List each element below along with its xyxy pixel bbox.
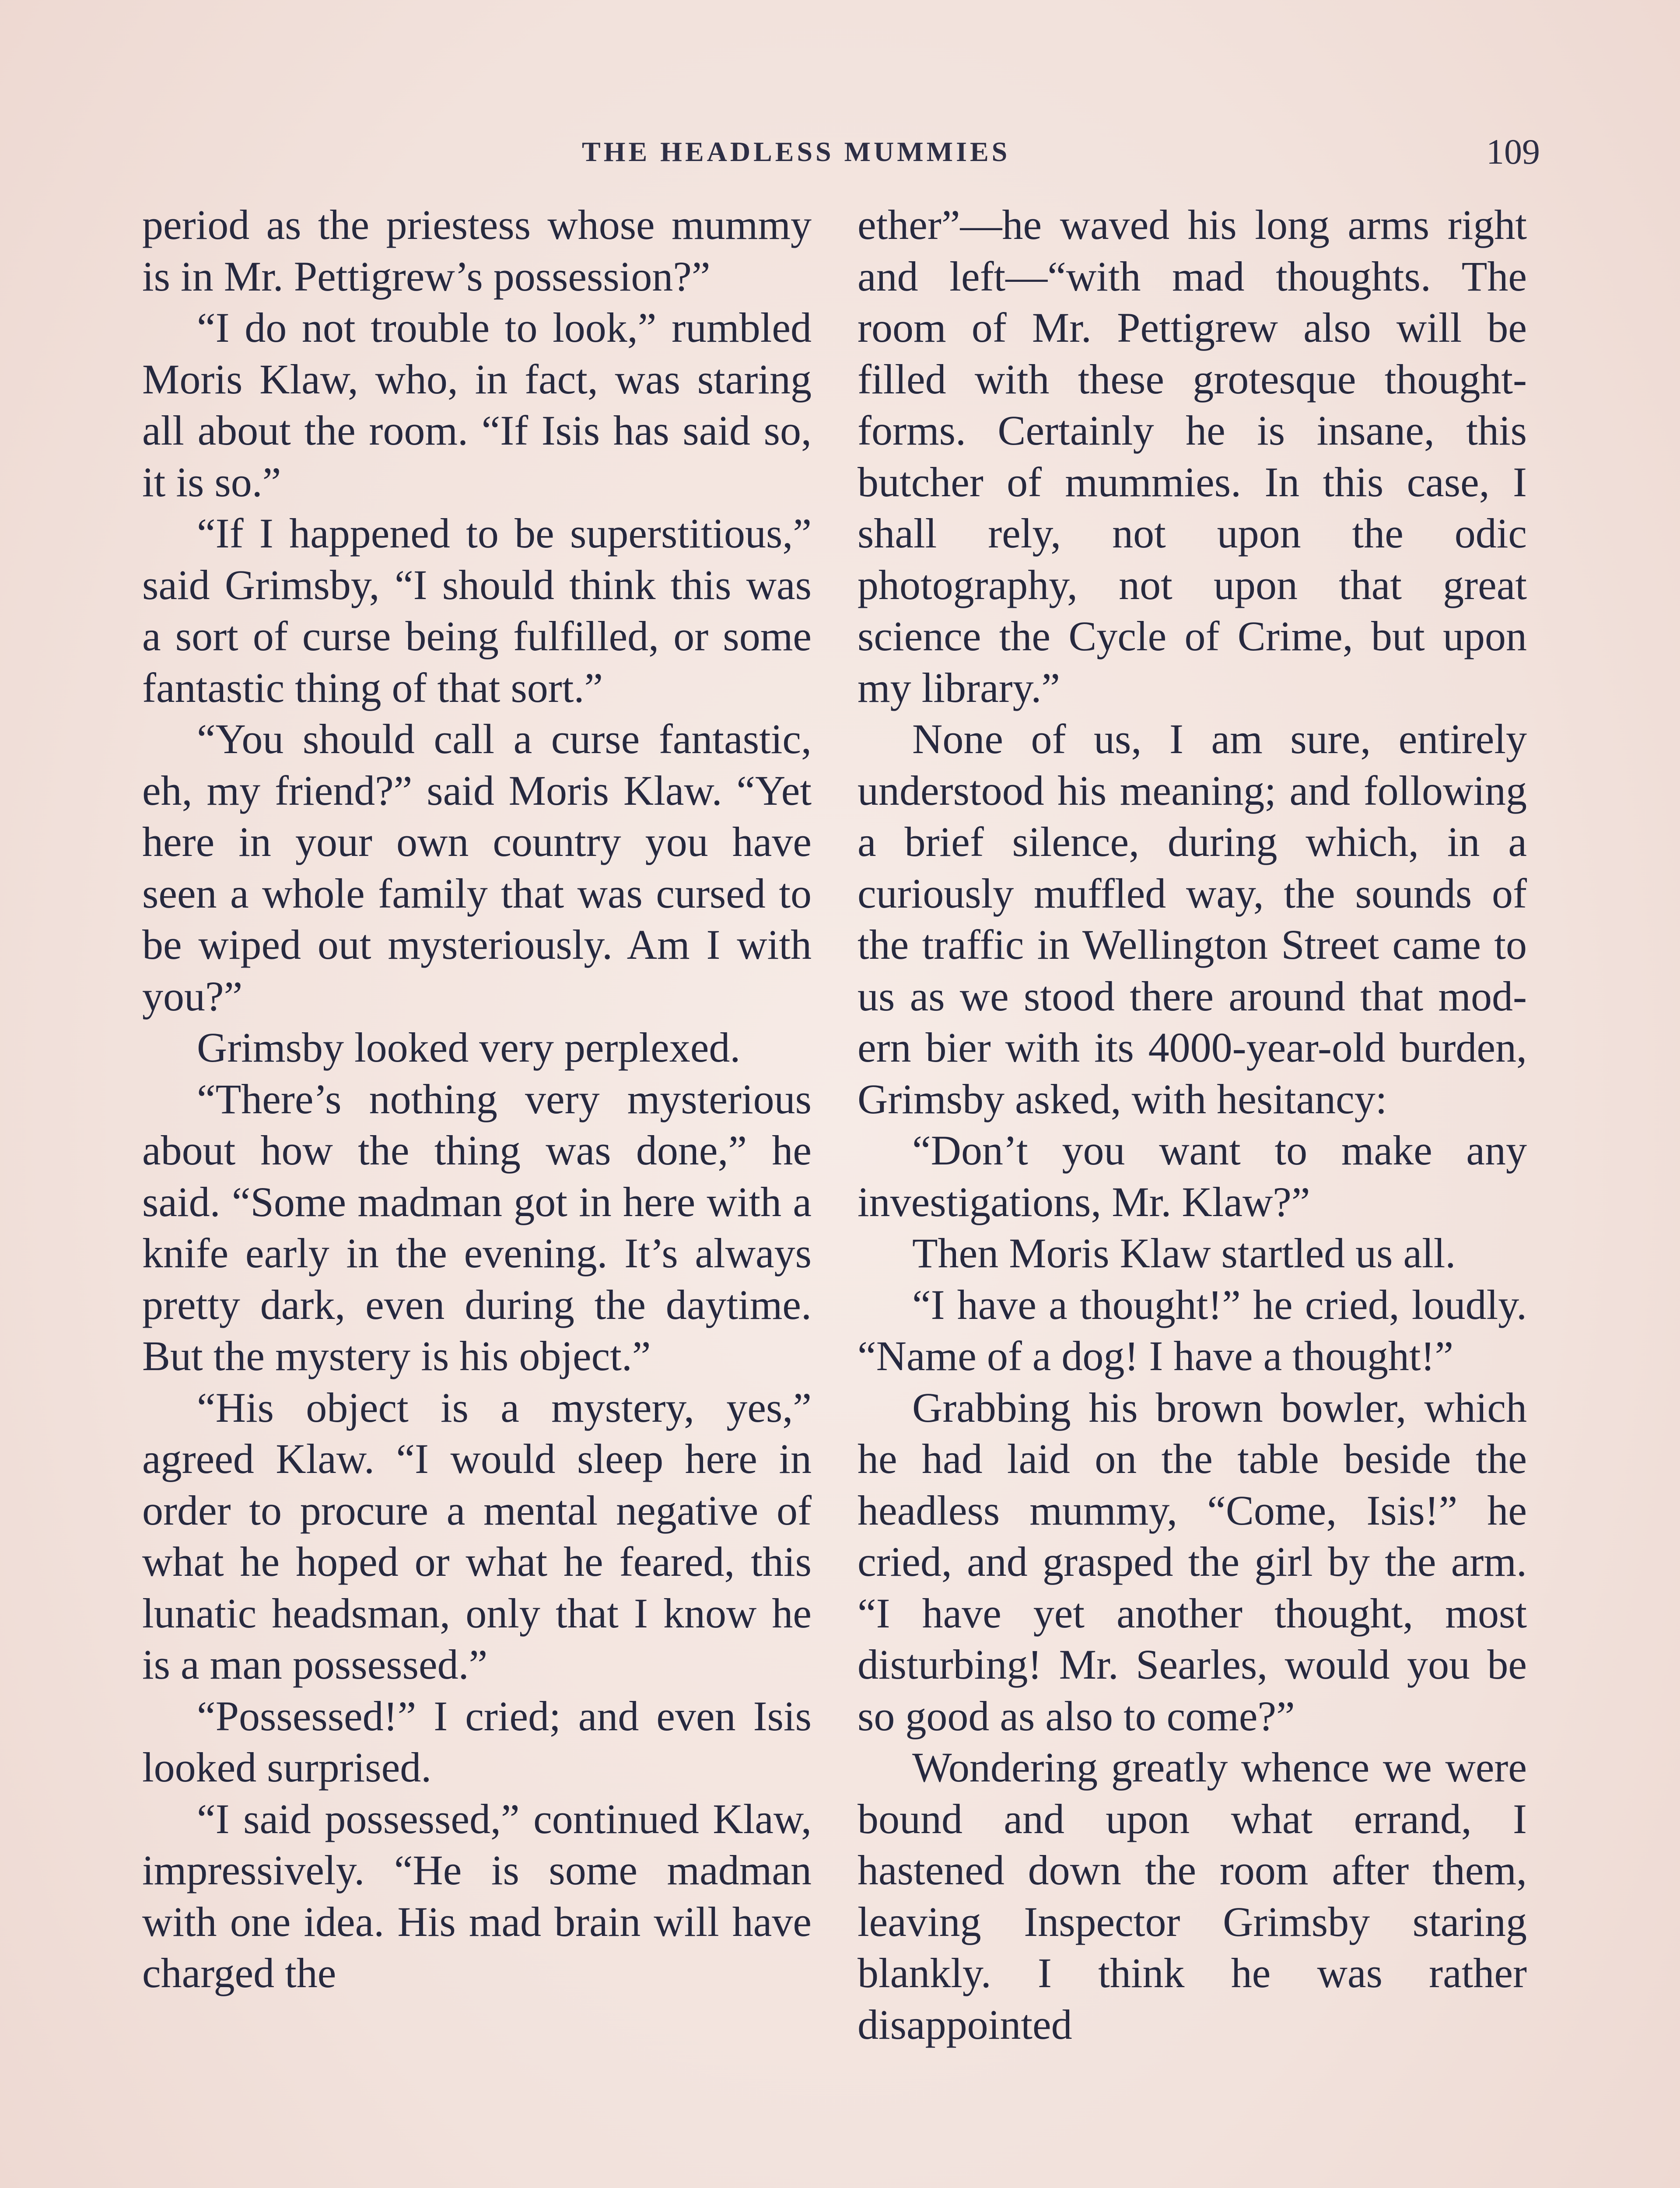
paragraph: “You should call a curse fantastic, eh, my friend?” said Moris Klaw. “Yet here in your own country you have seen a whole family that was cursed to be wiped out mysteriously. Am I with you?” <box>142 715 812 1020</box>
paragraph: period as the priestess whose mummy is in Mr. Pettigrew’s possession?” <box>142 201 812 300</box>
paragraph: “Possessed!” I cried; and even Isis looked surprised. <box>142 1692 812 1791</box>
paragraph: “There’s nothing very mysterious about how the thing was done,” he said. “Some madman got in here with a knife early in the evening. It’s always pretty dark, even during the daytime. But the mystery is his object.” <box>142 1075 812 1379</box>
paragraph: “I do not trouble to look,” rumbled Moris Klaw, who, in fact, was staring all about the room. “If Isis has said so, it is so.” <box>142 304 812 505</box>
paragraph: Wondering greatly whence we were bound and upon what errand, I hastened down the room after them, leaving Inspector Grimsby staring blankly. I think he was rather disappointed <box>858 1744 1527 2048</box>
paragraph: “If I happened to be superstitious,” said Grimsby, “I should think this was a sort of curse being fulfilled, or some fantastic thing of that sort.” <box>142 510 812 711</box>
right-column <box>858 199 1527 2050</box>
running-title: THE HEADLESS MUMMIES <box>582 136 1011 167</box>
page-header <box>0 131 1680 179</box>
paragraph: None of us, I am sure, entirely understood his meaning; and following a brief silence, during which, in a curiously muffled way, the sounds of the traffic in Wellington Street came to us as we stood there around that modern bier with its 4000-year-old burden, Grimsby asked, with hesitancy: <box>858 715 1527 1122</box>
paragraph: Grabbing his brown bowler, which he had laid on the table beside the headless mummy, “Come, Isis!” he cried, and grasped the girl by the arm. “I have yet another thought, most disturbing! Mr. Searles, would you be so good as also to come?” <box>858 1384 1527 1739</box>
paragraph: Then Moris Klaw startled us all. <box>912 1230 1456 1276</box>
paragraph: Grimsby looked very perplexed. <box>197 1024 741 1071</box>
paragraph: “I said possessed,” continued Klaw, impressively. “He is some madman with one idea. His mad brain will have charged the <box>142 1795 812 1996</box>
paragraph: ether”—he waved his long arms right and left—“with mad thoughts. The room of Mr. Pettigrew also will be filled with these grotesque thought-forms. Certainly he is insane, this butcher of mummies. In this case, I shall rely, not upon the odic photography, not upon that great science the Cycle of Crime, but upon my library.” <box>858 201 1527 711</box>
paragraph: “His object is a mystery, yes,” agreed Klaw. “I would sleep here in order to procure a mental negative of what he hoped or what he feared, this lunatic headsman, only that I know he is a man possessed.” <box>142 1384 812 1688</box>
paragraph: “I have a thought!” he cried, loudly. “Name of a dog! I have a thought!” <box>858 1281 1527 1379</box>
left-column <box>142 199 812 1999</box>
paragraph: “Don’t you want to make any investigations, Mr. Klaw?” <box>858 1127 1527 1225</box>
page-number: 109 <box>1486 132 1540 172</box>
